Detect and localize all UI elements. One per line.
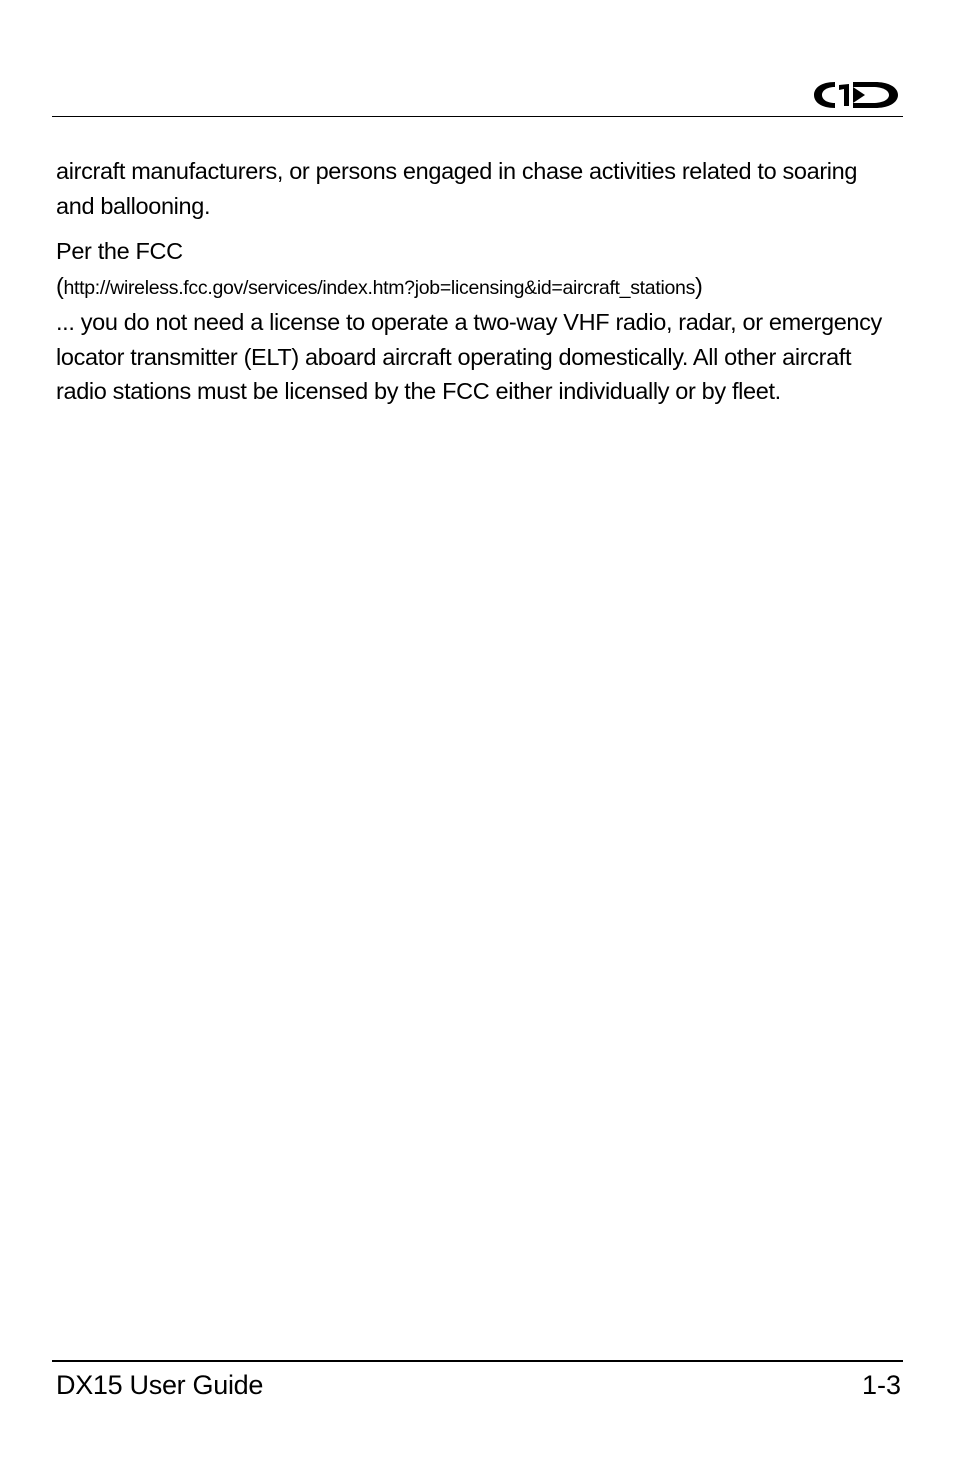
page-header xyxy=(52,70,903,117)
fcc-license-text: ... you do not need a license to operate a two-way VHF radio, radar, or emergency locator transmitter (ELT) aboard aircraft operating domestically. All other aircraft radio stations must be licensed by the FCC either individually or by fleet. xyxy=(56,309,882,404)
fcc-url-link[interactable]: http://wireless.fcc.gov/services/index.htm?job=licensing&id=aircraft_stations xyxy=(63,276,696,299)
paragraph-fcc xyxy=(56,234,898,409)
dynon-logo-icon xyxy=(813,80,899,110)
url-open-paren: ( xyxy=(56,272,64,299)
paragraph-intro: aircraft manufacturers, or persons engaged in chase activities related to soaring and ballooning. xyxy=(56,158,858,219)
page-footer xyxy=(52,1360,903,1412)
footer-title: DX15 User Guide xyxy=(56,1370,264,1400)
body-content xyxy=(56,154,898,420)
url-close-paren: ) xyxy=(695,272,703,299)
fcc-intro: Per the FCC xyxy=(56,238,183,264)
page-number: 1-3 xyxy=(861,1370,901,1400)
